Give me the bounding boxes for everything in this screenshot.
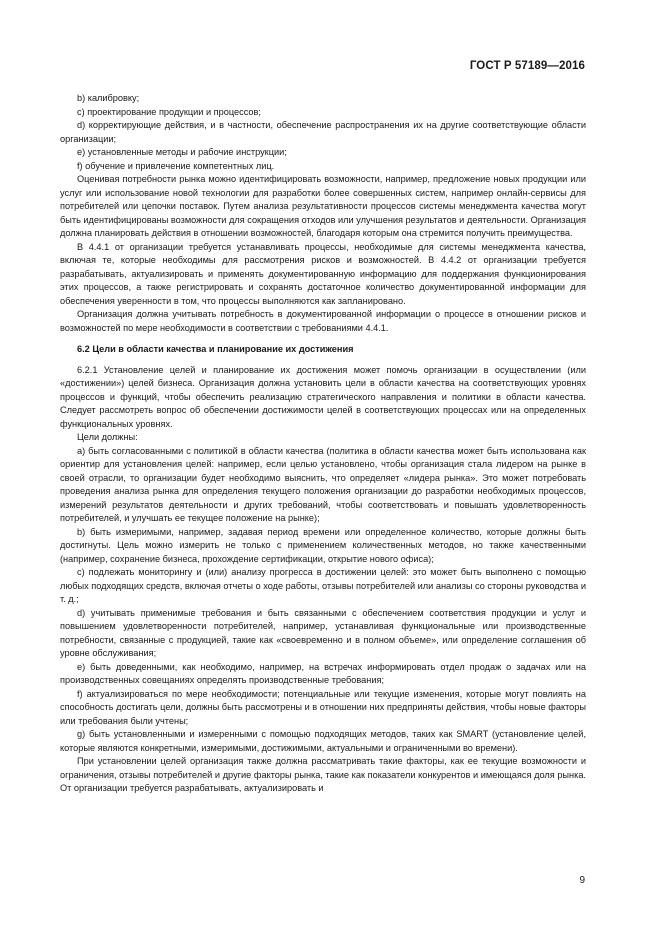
objective-item-d: d) учитывать применимые требования и быть связанными с обеспечением соответствия продукции и услуг и повышением удовлетворенности потребителей, например, устанавливая функциональные или производственные потребности, связанные с продукцией, такие как «своевременно и в полном объеме», или определение соглашения об уровне обслуживания;	[60, 607, 586, 658]
paragraph-6-2-1: 6.2.1 Установление целей и планирование их достижения может помочь организации в осуществлении (или «достижении») целей бизнеса. Организация должна установить цели в области качества на соответствующих уровнях процессов и функций, чтобы обеспечить реализацию стратегического направления и политики в области качества. Следует рассмотреть вопрос об обеспечении достижимости целей в соответствующих процессах или на определенных функциональных уровнях.	[60, 364, 586, 429]
list-item-b: b) калибровку;	[77, 93, 140, 103]
paragraph-documented-info: Организация должна учитывать потребность в документированной информации о процессе в отношении рисков и возможностей по мере необходимости в соответствии с требованиями 4.4.1.	[60, 309, 586, 333]
list-item-f: f) обучение и привлечение компетентных лиц.	[77, 160, 275, 171]
objective-item-e: e) быть доведенными, как необходимо, например, на встречах информировать отдел продаж о задачах или на производственных совещаниях определять производственные требования;	[60, 661, 586, 685]
objective-item-g: g) быть установленными и измеренными с помощью подходящих методов, таких как SMART (установление целей, которые являются конкретными, измеримыми, достижимыми, актуальными и ограниченными во времени).	[60, 729, 586, 753]
list-item-d: d) корректирующие действия, и в частности, обеспечение распространения их на другие соответствующие области организации;	[60, 120, 586, 144]
objective-item-a: a) быть согласованными с политикой в области качества (политика в области качества может быть использована как ориентир для установления целей: например, если целью установлено, чтобы организация стала лидером на рынке в своей отрасли, то организации будет необходимо выяснить, что определяет «лидера рынка». Это может потребовать проведения анализа рынка для определения текущего положения организации до разработки необходимых процессов, измерений результатов деятельности и других требований, чтобы соответствовать и повышать удовлетворенность потребителей, и улучшать ее текущее положение на рынке);	[60, 445, 586, 523]
list-item-c: c) проектирование продукции и процессов;	[77, 106, 261, 117]
section-heading: 6.2 Цели в области качества и планирование их достижения	[77, 344, 354, 354]
document-body	[60, 92, 586, 796]
objective-item-b: b) быть измеримыми, например, задавая период времени или определенное количество, которые должны быть достигнуты. Цель можно измерить не только с применением количественных методов, но также качественными (например, сохранение бизнеса, прохождение сертификации, открытие нового офиса);	[60, 526, 586, 564]
paragraph-objectives-intro: Цели должны:	[77, 432, 138, 442]
page-number: 9	[579, 875, 585, 886]
objective-item-c: c) подлежать мониторингу и (или) анализу прогресса в достижении целей: это может быть выполнено с помощью любых подходящих средств, включая отчеты о ходе работы, отзывы потребителей или анализы со стороны руководства и т. д.;	[60, 567, 586, 604]
paragraph-market-needs: Оценивая потребности рынка можно идентифицировать возможности, например, предложение новых продукции или услуг или использование новой технологии для разработки более совершенных систем, например онлайн-сервисы для потребителей или цепочки поставок. Путем анализа результативности процессов системы менеджмента качества могут быть идентифицированы возможности для сокращения отходов или улучшения результатов и деятельности. Организация должна планировать действия в отношении возможностей, благодаря которым она стремится получить преимущества.	[60, 174, 586, 238]
paragraph-factors: При установлении целей организация также должна рассматривать такие факторы, как ее текущие возможности и ограничения, отзывы потребителей и другие факторы рынка, такие как показатели конкурентов и имеющаяся доля рынка. От организации требуется разрабатывать, актуализировать и	[60, 756, 586, 793]
objective-item-f: f) актуализироваться по мере необходимости; потенциальные или текущие изменения, которые могут повлиять на способность достигать цели, должны быть рассмотрены и в отношении них предприняты действия, чтобы новые факторы или требования были учтены;	[60, 688, 586, 726]
standard-designation: ГОСТ Р 57189—2016	[469, 60, 585, 72]
paragraph-4-4-1: В 4.4.1 от организации требуется устанавливать процессы, необходимые для системы менеджмента качества, включая те, которые необходимы для рассмотрения рисков и возможностей. В 4.4.2 от организации требуется разрабатывать, актуализировать и применять документированную информацию для поддержания функционирования этих процессов, а также регистрировать и сохранять достаточное количество документированной информации для обеспечения уверенности в том, что процессы выполняются как запланировано.	[60, 241, 586, 306]
list-item-e: e) установленные методы и рабочие инструкции;	[77, 147, 287, 157]
